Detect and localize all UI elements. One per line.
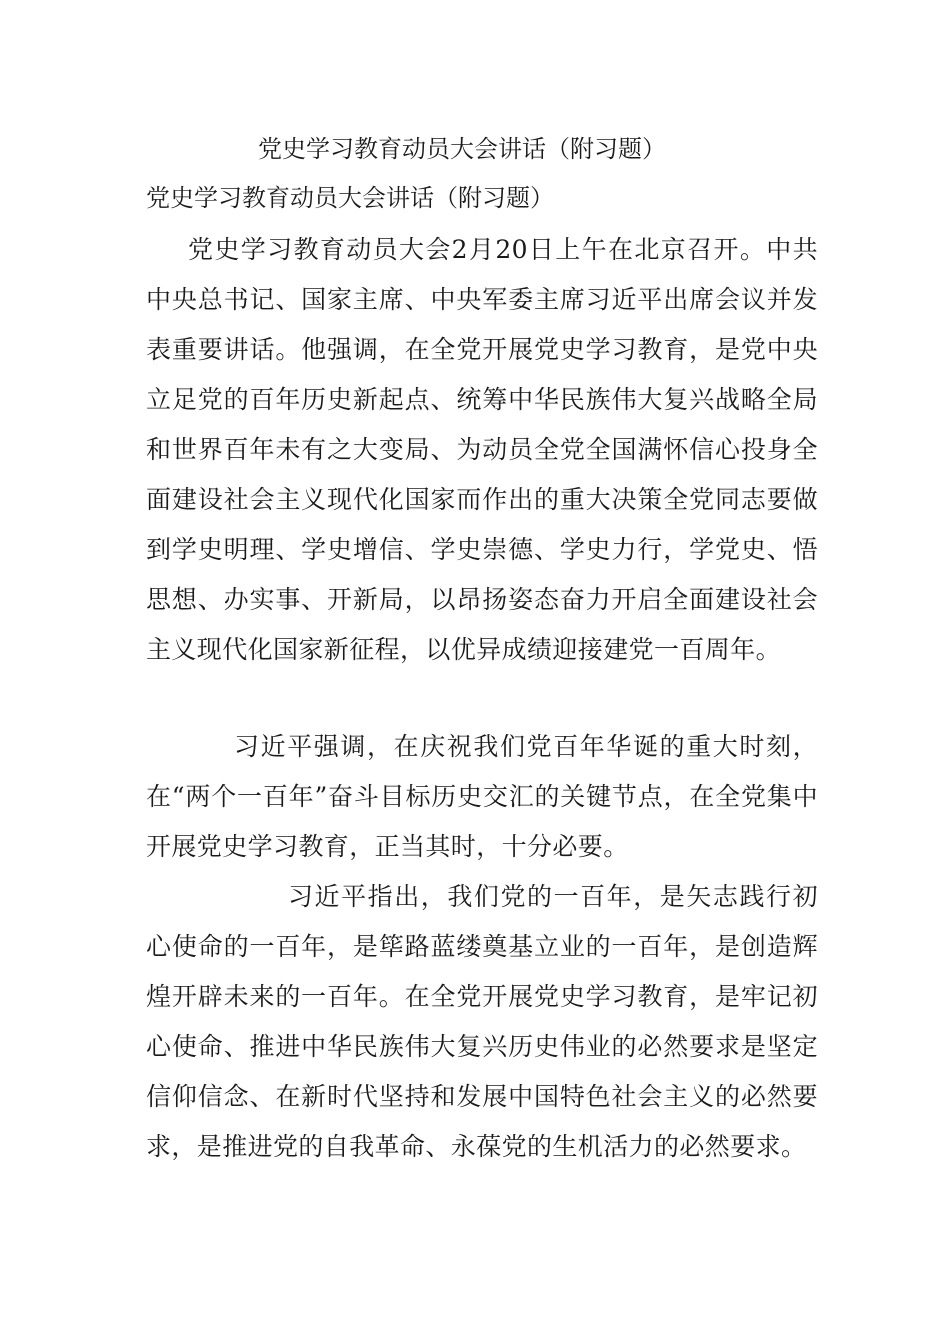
document-title: 党史学习教育动员大会讲话（附习题） (258, 135, 666, 163)
paragraph-3: 习近平指出，我们党的一百年，是矢志践行初心使命的一百年，是筚路蓝缕奠基立业的一百年，是创造辉煌开辟未来的一百年。在全党开展党史学习教育，是牢记初心使命、推进中华民族伟大复兴历史伟业的必然要求是坚定信仰信念、在新时代坚持和发展中国特色社会主义的必然要求，是推进党的自我革命、永葆党的生机活力的必然要求。 (146, 882, 818, 1161)
paragraph-2: 习近平强调，在庆祝我们党百年华诞的重大时刻，在“两个一百年”奋斗目标历史交汇的关键节点，在全党集中开展党史学习教育，正当其时，十分必要。 (146, 732, 818, 861)
document-subtitle: 党史学习教育动员大会讲话（附习题） (146, 184, 554, 212)
paragraph-1: 党史学习教育动员大会2月20日上午在北京召开。中共中央总书记、国家主席、中央军委主席习近平出席会议并发表重要讲话。他强调，在全党开展党史学习教育，是党中央立足党的百年历史新起点、统筹中华民族伟大复兴战略全局和世界百年未有之大变局、为动员全党全国满怀信心投身全面建设社会主义现代化国家而作出的重大决策全党同志要做到学史明理、学史增信、学史崇德、学史力行，学党史、悟思想、办实事、开新局，以昂扬姿态奋力开启全面建设社会主义现代化国家新征程，以优异成绩迎接建党一百周年。 (146, 235, 818, 664)
